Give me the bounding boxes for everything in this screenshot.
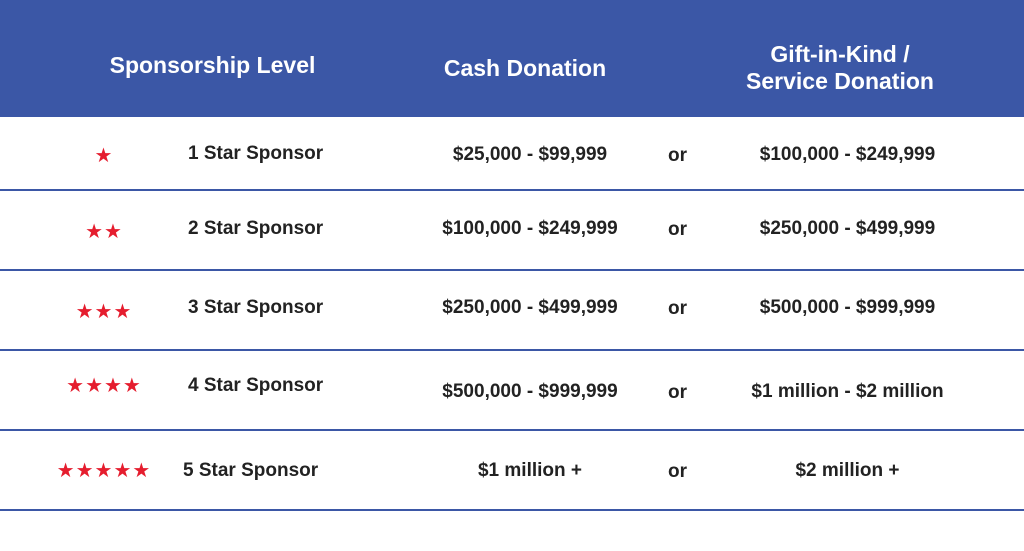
or-label: or [668, 145, 687, 166]
table-row [0, 351, 1024, 431]
header-sponsorship-level: Sponsorship Level [109, 52, 316, 78]
sponsor-level-name: 3 Star Sponsor [188, 297, 324, 318]
header-cash-donation: Cash Donation [443, 55, 607, 81]
cash-donation-range: $500,000 - $999,999 [442, 381, 618, 402]
star-rating-icon: ★★ [85, 219, 123, 243]
table-row [0, 117, 1024, 191]
header-gift-line1: Gift-in-Kind / [770, 41, 910, 67]
star-rating-icon: ★ [94, 143, 114, 167]
cash-donation-range: $25,000 - $99,999 [452, 144, 608, 165]
gift-donation-range: $2 million + [795, 460, 900, 481]
table-row [0, 431, 1024, 511]
star-rating-icon: ★★★ [75, 299, 133, 323]
gift-donation-range: $250,000 - $499,999 [759, 218, 936, 239]
cash-donation-range: $250,000 - $499,999 [442, 297, 618, 318]
or-label: or [668, 461, 687, 482]
gift-donation-range: $500,000 - $999,999 [759, 297, 936, 318]
sponsor-level-name: 4 Star Sponsor [188, 375, 324, 396]
cash-donation-range: $1 million + [477, 460, 582, 481]
or-label: or [668, 298, 687, 319]
or-label: or [668, 219, 687, 240]
table-row [0, 191, 1024, 271]
header-gift-line2: Service Donation [746, 68, 934, 94]
row-divider [0, 509, 1024, 511]
table-header [0, 0, 1024, 117]
star-rating-icon: ★★★★★ [56, 458, 152, 482]
sponsor-level-name: 5 Star Sponsor [183, 460, 319, 481]
cash-donation-range: $100,000 - $249,999 [442, 218, 618, 239]
sponsor-level-name: 1 Star Sponsor [188, 143, 324, 164]
header-gift-in-kind [700, 41, 980, 95]
sponsor-level-name: 2 Star Sponsor [188, 218, 324, 239]
or-label: or [668, 382, 687, 403]
star-rating-icon: ★★★★ [66, 373, 142, 397]
table-row [0, 271, 1024, 351]
gift-donation-range: $1 million - $2 million [751, 381, 944, 402]
gift-donation-range: $100,000 - $249,999 [759, 144, 936, 165]
